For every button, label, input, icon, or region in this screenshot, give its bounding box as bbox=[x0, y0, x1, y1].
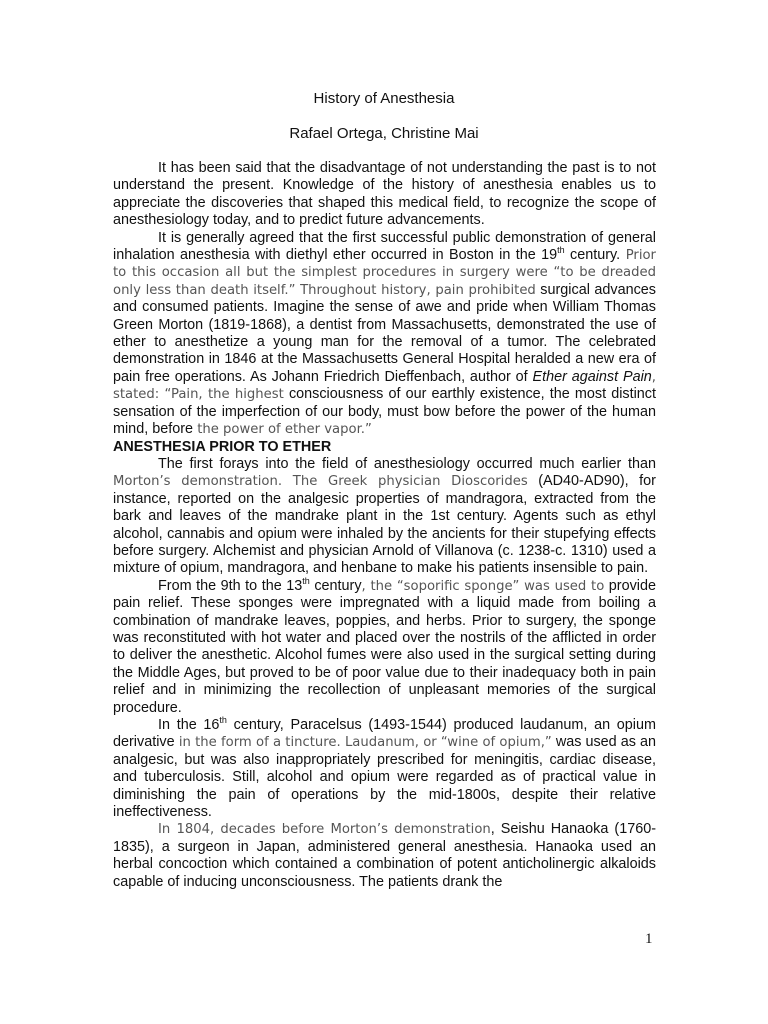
document-authors: Rafael Ortega, Christine Mai bbox=[289, 125, 479, 142]
document-body bbox=[113, 160, 656, 891]
section-heading: ANESTHESIA PRIOR TO ETHER bbox=[113, 438, 332, 455]
paragraph-6: In 1804, decades before Morton’s demonstration, Seishu Hanaoka (1760-1835), a surgeon in Japan, administered general anesthesia. Hanaoka used an herbal concoction which contained a combination of potent anticholinergic alkaloids capable of inducing unconsciousness. The patients drank the bbox=[113, 821, 656, 890]
page-number: 1 bbox=[645, 931, 653, 947]
paragraph-5: In the 16th century, Paracelsus (1493-1544) produced laudanum, an opium derivative in the form of a tincture. Laudanum, or “wine of opium,” was used as an analgesic, but was also inappropriately prescribed for meningitis, cardiac disease, and tuberculosis. Still, alcohol and opium were regarded as of practical value in diminishing the pain of operations by the mid-1800s, despite their relative ineffectiveness. bbox=[113, 715, 656, 821]
book-title: Ether against Pain bbox=[532, 368, 652, 385]
paragraph-4: From the 9th to the 13th century, the “soporific sponge” was used to provide pain relief. These sponges were impregnated with a liquid made from boiling a combination of mandrake leaves, poppies, and herbs. Prior to surgery, the sponge was reconstituted with hot water and placed over the nostrils of the afflicted in order to deliver the anesthetic. Alcohol fumes were also used in the surgical setting during the Middle Ages, but proved to be of poor value due to their inadequacy both in pain relief and in minimizing the recollection of unpleasant memories of the surgical procedure. bbox=[113, 575, 656, 716]
paragraph-2: It is generally agreed that the first successful public demonstration of general inhalation anesthesia with diethyl ether occurred in Boston in the 19th century. Prior to this occasion all but the simplest procedures in surgery were “to be dreaded only less than death itself.” Throughout history, pain prohibited surgical advances and consumed patients. Imagine the sense of awe and pride when William Thomas Green Morton (1819-1868), a dentist from Massachusetts, demonstrated the use of ether to anesthetize a young man for the removal of a tumor. The celebrated demonstration in 1846 at the Massachusetts General Hospital heralded a new era of pain free operations. As Johann Friedrich Dieffenbach, author of Ether against Pain, stated: “Pain, the highest consciousness of our earthly existence, the most distinct sensation of the imperfection of our body, must bow before the power of the human mind, before the power of ether vapor.” bbox=[113, 229, 657, 438]
paragraph-3: The first forays into the field of anesthesiology occurred much earlier than Morton’s demonstration. The Greek physician Dioscorides (AD40-AD90), for instance, reported on the analgesic properties of mandragora, extracted from the bark and leaves of the mandrake plant in the 1st century. Agents such as ethyl alcohol, cannabis and opium were inhaled by the ancients for their stupefying effects before surgery. Alchemist and physician Arnold of Villanova (c. 1238-c. 1310) used a mixture of opium, mandragora, and henbane to make his patients insensible to pain. bbox=[113, 455, 656, 577]
paragraph-1: It has been said that the disadvantage of not understanding the past is to not understand the present. Knowledge of the history of anesthesia enables us to appreciate the discoveries that shaped this medical field, to recognize the scope of anesthesiology today, and to predict future advancements. bbox=[113, 160, 656, 229]
document-title: History of Anesthesia bbox=[313, 90, 455, 107]
